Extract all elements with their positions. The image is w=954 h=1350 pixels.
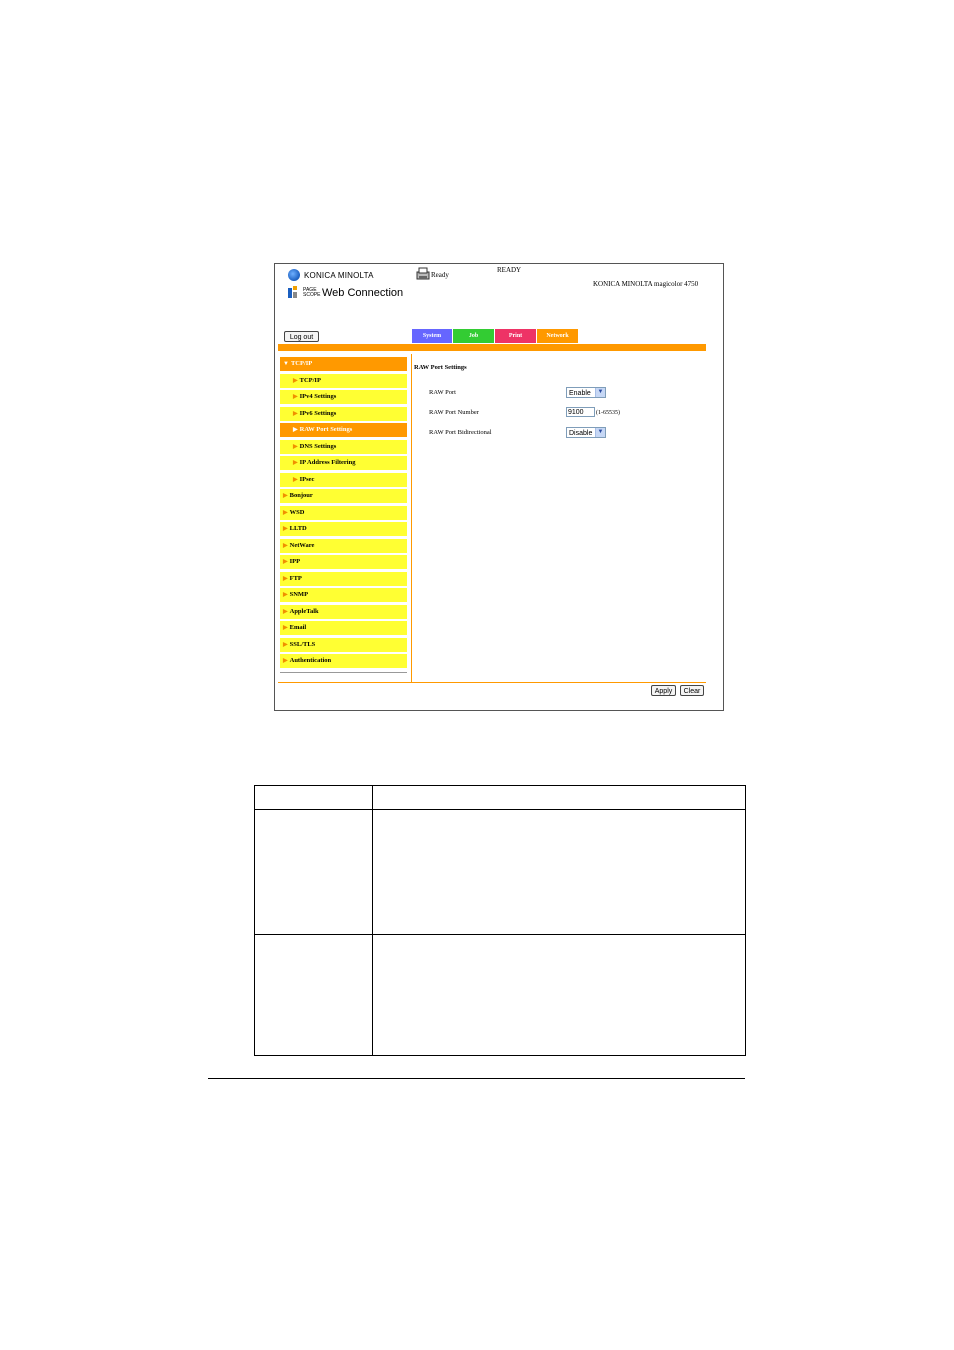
table-column-divider: [372, 786, 373, 1055]
sidebar-item-email[interactable]: [280, 621, 407, 635]
port-range-hint: (1-65535): [596, 410, 620, 416]
printer-icon: [415, 267, 431, 281]
sidebar: [280, 357, 407, 673]
sidebar-item-ftp[interactable]: [280, 572, 407, 586]
status-text: READY: [497, 266, 522, 274]
raw-port-bidirectional-value: Disable: [569, 430, 593, 437]
sidebar-item-tcpip-group[interactable]: [280, 357, 407, 371]
arrow-right-icon: ▶: [293, 377, 298, 384]
tab-network[interactable]: Network: [537, 329, 578, 343]
footer-divider: [278, 682, 706, 683]
raw-port-number-input[interactable]: 9100: [566, 407, 595, 417]
raw-port-value: Enable: [569, 390, 591, 397]
sidebar-item-label: RAW Port Settings: [299, 426, 353, 433]
arrow-right-icon: ▶: [283, 625, 288, 631]
arrow-right-icon: ▶: [283, 608, 288, 615]
sidebar-item-label: NetWare: [289, 541, 315, 549]
sidebar-item-raw-port-settings[interactable]: [280, 423, 407, 437]
pagescope-icon: [288, 286, 301, 299]
sidebar-item-ssl-tls[interactable]: [280, 638, 407, 652]
globe-icon: [288, 269, 300, 281]
sidebar-item-wsd[interactable]: [280, 506, 407, 520]
sidebar-item-ipv4-settings[interactable]: [280, 390, 407, 404]
web-connection-screenshot: [274, 263, 724, 711]
sidebar-item-snmp[interactable]: [280, 588, 407, 602]
arrow-right-icon: ▶: [293, 443, 298, 450]
arrow-right-icon: ▶: [283, 575, 288, 582]
content-divider: [411, 354, 412, 682]
sidebar-item-label: LLTD: [289, 525, 307, 532]
clear-button[interactable]: Clear: [680, 685, 704, 696]
sidebar-item-label: IPP: [289, 558, 301, 565]
arrow-right-icon: ▶: [283, 641, 288, 648]
arrow-right-icon: ▶: [283, 526, 288, 532]
sidebar-item-label: IPsec: [299, 475, 315, 483]
header-divider: [278, 344, 706, 351]
page-footer-rule: [208, 1078, 745, 1079]
sidebar-item-label: TCP/IP: [299, 376, 321, 384]
sidebar-divider: [280, 672, 407, 673]
sidebar-item-label: TCP/IP: [290, 360, 313, 367]
sidebar-item-ipp[interactable]: [280, 555, 407, 569]
sidebar-item-netware[interactable]: [280, 539, 407, 553]
web-connection-title: Web Connection: [322, 286, 404, 299]
arrow-right-icon: ▶: [283, 493, 288, 499]
sidebar-item-label: FTP: [289, 574, 302, 582]
arrow-right-icon: ▶: [293, 476, 298, 483]
web-connection-logo: [288, 286, 403, 299]
arrow-right-icon: ▶: [283, 559, 288, 565]
sidebar-item-label: WSD: [289, 508, 305, 516]
sidebar-item-label: IPv6 Settings: [299, 409, 337, 417]
raw-port-bidirectional-select[interactable]: [566, 427, 606, 438]
tab-print[interactable]: Print: [495, 329, 536, 343]
sidebar-item-label: Authentication: [289, 657, 332, 664]
sidebar-item-dns-settings[interactable]: [280, 440, 407, 454]
arrow-right-icon: ▶: [283, 509, 288, 516]
logout-button[interactable]: Log out: [284, 331, 319, 342]
apply-button[interactable]: Apply: [651, 685, 676, 696]
sidebar-item-label: AppleTalk: [289, 607, 319, 615]
raw-port-bidirectional-label: RAW Port Bidirectional: [429, 429, 492, 436]
sidebar-item-label: SNMP: [289, 591, 309, 598]
arrow-right-icon: ▶: [293, 394, 298, 400]
description-table: [254, 785, 746, 1056]
konica-minolta-logo: [288, 269, 374, 281]
arrow-right-icon: ▶: [293, 410, 298, 417]
arrow-right-icon: ▶: [283, 592, 288, 598]
sidebar-item-label: SSL/TLS: [289, 640, 316, 648]
tab-system[interactable]: System: [412, 329, 452, 343]
arrow-right-icon: ▶: [283, 542, 288, 549]
sidebar-item-appletalk[interactable]: [280, 605, 407, 619]
tab-job[interactable]: Job: [453, 329, 494, 343]
page-title: RAW Port Settings: [414, 364, 467, 371]
sidebar-item-ipv6-settings[interactable]: [280, 407, 407, 421]
arrow-right-icon: ▶: [293, 427, 298, 433]
raw-port-select[interactable]: [566, 387, 606, 398]
sidebar-item-ip-address-filtering[interactable]: [280, 456, 407, 470]
chevron-down-icon: ▼: [595, 388, 605, 397]
sidebar-item-label: IP Address Filtering: [299, 459, 356, 466]
sidebar-item-authentication[interactable]: [280, 654, 407, 668]
raw-port-label: RAW Port: [429, 389, 456, 396]
sidebar-item-bonjour[interactable]: [280, 489, 407, 503]
ready-label: Ready: [431, 271, 449, 279]
sidebar-item-label: Bonjour: [289, 492, 313, 499]
pagescope-label: PAGE SCOPE: [303, 286, 321, 298]
sidebar-item-label: DNS Settings: [299, 442, 337, 450]
sidebar-item-tcpip[interactable]: [280, 374, 407, 388]
table-row-divider: [255, 934, 745, 935]
sidebar-item-ipsec[interactable]: [280, 473, 407, 487]
brand-name: KONICA MINOLTA: [304, 270, 374, 280]
raw-port-number-label: RAW Port Number: [429, 409, 479, 416]
arrow-right-icon: ▶: [283, 658, 288, 664]
arrow-right-icon: ▶: [293, 460, 298, 466]
sidebar-item-lltd[interactable]: [280, 522, 407, 536]
chevron-down-icon: ▼: [283, 361, 289, 367]
sidebar-item-label: Email: [289, 624, 307, 631]
sidebar-item-label: IPv4 Settings: [299, 393, 337, 400]
chevron-down-icon: ▼: [595, 428, 605, 437]
table-header-divider: [255, 809, 745, 810]
model-name: KONICA MINOLTA magicolor 4750: [593, 280, 699, 288]
